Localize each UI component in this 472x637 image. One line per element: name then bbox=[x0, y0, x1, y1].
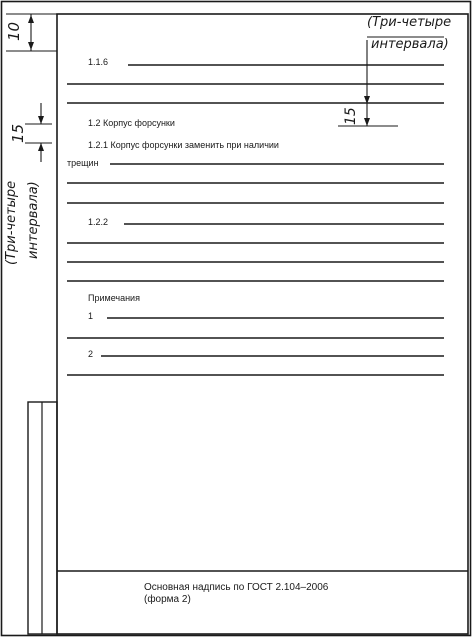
inner-frame bbox=[57, 14, 468, 634]
interval-note-left-line2: интервала) bbox=[26, 181, 41, 259]
word-cracks: трещин bbox=[67, 158, 99, 168]
note-number-2: 2 bbox=[88, 349, 94, 359]
title-block-line2: (форма 2) bbox=[144, 594, 191, 605]
ruled-lines bbox=[67, 65, 444, 375]
section-1-2-heading: 1.2 Корпус форсунки bbox=[88, 118, 175, 128]
item-1-1-6: 1.1.6 bbox=[88, 57, 109, 67]
dimension-left bbox=[25, 103, 52, 162]
interval-note-right-line2: интервала) bbox=[371, 37, 449, 52]
notes-heading: Примечания bbox=[88, 293, 140, 303]
interval-note-left-line1: (Три-четыре bbox=[4, 180, 19, 265]
dimension-top-label: 10 bbox=[5, 21, 23, 41]
title-block-line1: Основная надпись по ГОСТ 2.104–2006 bbox=[144, 582, 329, 593]
dimension-left-label: 15 bbox=[9, 123, 27, 143]
interval-note-right-line1: (Три-четыре bbox=[367, 15, 452, 30]
item-1-2-2: 1.2.2 bbox=[88, 217, 109, 227]
note-number-1: 1 bbox=[88, 311, 94, 321]
dimension-right-label: 15 bbox=[343, 107, 359, 125]
item-1-2-1: 1.2.1 Корпус форсунки заменить при наличии bbox=[88, 140, 279, 150]
